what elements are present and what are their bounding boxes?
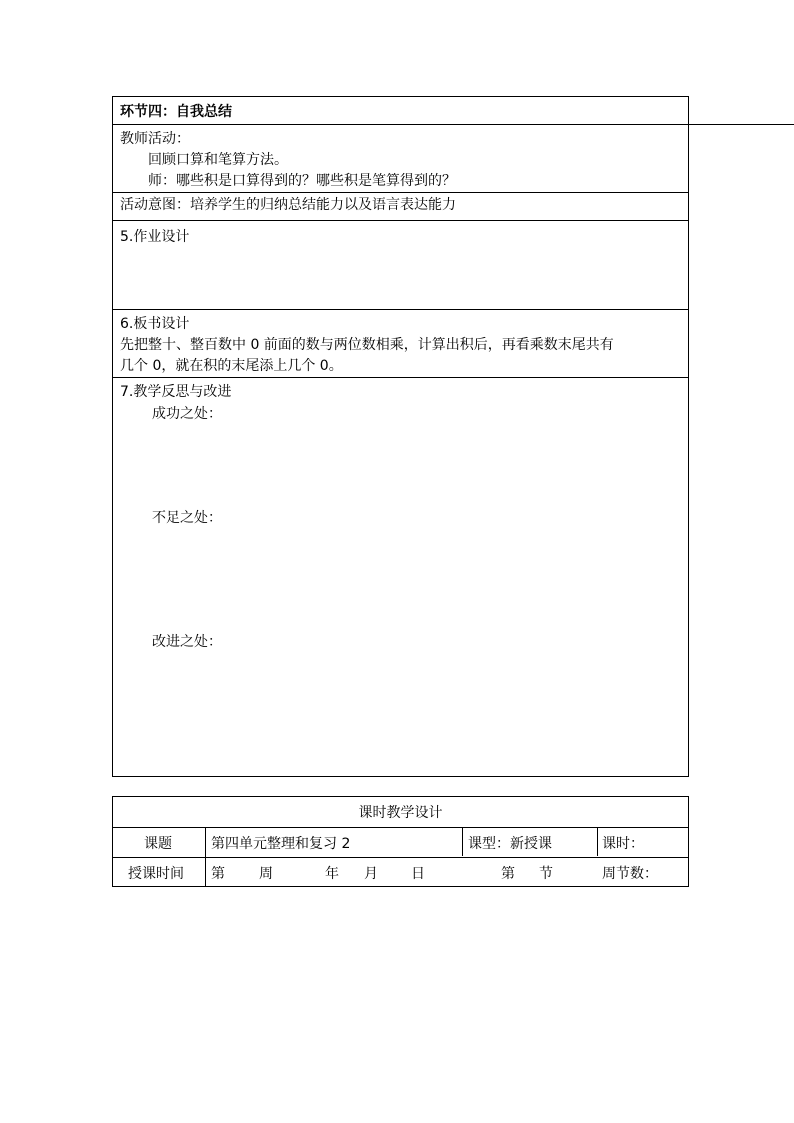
time-year: 年 <box>325 866 339 882</box>
activity-intent-row <box>113 193 688 221</box>
time-section-prefix: 第 <box>501 866 515 882</box>
homework-title: 5.作业设计 <box>120 229 190 245</box>
topic-label: 课题 <box>144 836 172 852</box>
reflection-success: 成功之处： <box>152 406 222 422</box>
divider <box>113 827 688 828</box>
time-month: 月 <box>364 866 378 882</box>
reflection-improve: 改进之处： <box>152 634 222 650</box>
teacher-activity-label: 教师活动： <box>120 131 190 147</box>
teacher-activity-line2: 师：哪些积是口算得到的？哪些积是笔算得到的？ <box>148 173 456 189</box>
lesson-detail-table <box>112 96 689 777</box>
divider <box>113 857 688 858</box>
reflection-title: 7.教学反思与改进 <box>120 384 232 400</box>
divider <box>597 827 598 856</box>
lesson-hours: 课时： <box>602 836 644 852</box>
divider <box>205 827 206 886</box>
section4-heading-row <box>113 97 688 125</box>
activity-intent: 活动意图：培养学生的归纳总结能力以及语言表达能力 <box>120 197 456 213</box>
teacher-activity-row <box>113 125 688 193</box>
time-day: 日 <box>411 866 425 882</box>
topic-value: 第四单元整理和复习 2 <box>211 836 351 852</box>
time-section: 节 <box>539 866 553 882</box>
lesson-header-table <box>112 796 689 887</box>
homework-row <box>113 221 688 310</box>
time-week: 周 <box>259 866 273 882</box>
table-rule-overhang <box>689 124 794 125</box>
reflection-shortfall: 不足之处： <box>152 510 222 526</box>
blackboard-row <box>113 310 688 378</box>
weekly-count: 周节数： <box>602 866 658 882</box>
time-week-prefix: 第 <box>211 866 225 882</box>
divider <box>462 827 463 856</box>
blackboard-line1: 先把整十、整百数中 0 前面的数与两位数相乘，计算出积后，再看乘数末尾共有 <box>120 337 614 353</box>
lesson-header-title: 课时教学设计 <box>358 805 443 821</box>
blackboard-title: 6.板书设计 <box>120 316 190 332</box>
teacher-activity-line1: 回顾口算和笔算方法。 <box>148 152 288 168</box>
reflection-row <box>113 378 688 778</box>
lesson-type: 课型：新授课 <box>468 836 552 852</box>
time-label: 授课时间 <box>128 866 184 882</box>
section4-heading: 环节四：自我总结 <box>120 104 232 120</box>
blackboard-line2: 几个 0，就在积的末尾添上几个 0。 <box>120 358 343 374</box>
